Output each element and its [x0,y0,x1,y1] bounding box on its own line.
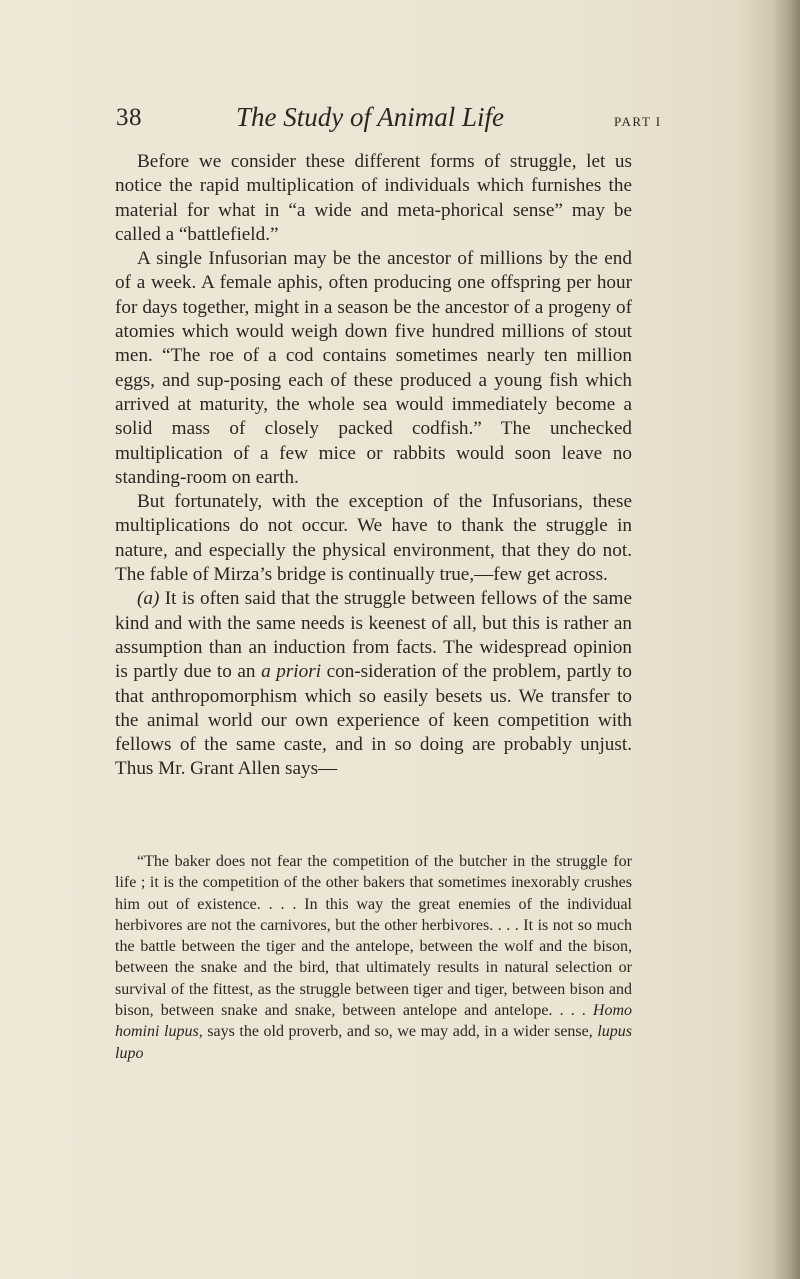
quote-paragraph [115,851,632,1064]
paragraph-a-text-1: It is often said that the struggle between fellows of the same kind and with the same needs is keenest of all, but this is rather an assumption than an induction from facts. The widespread opinion is partly due to an [115,588,632,683]
paragraph-multiplication: A single Infusorian may be the ancestor of millions by the end of a week. A female aphis, often producing one offspring per hour for days together, might in a season be the ancestor of a progeny of atomies which would weigh down five hundred millions of stout men. “The roe of a cod contains sometimes nearly ten million eggs, and sup-posing each of these produced a young fish which arrived at maturity, the whole sea would immediately become a solid mass of closely packed codfish.” The unchecked multiplication of a few mice or rabbits would soon leave no standing-room on earth. [115,248,632,488]
part-label: PART I [614,114,662,129]
page-number: 38 [116,104,142,131]
paragraph-a [115,587,632,781]
quote-text-1: “The baker does not fear the competition of the butcher in the struggle for life ; it is the competition of the other bakers that sometimes inexorably crushes him out of existence. . . . In this way the great enemies of the individual herbivores are not the carnivores, but the other herbivores. . . . It is not so much the battle between the tiger and the antelope, between the wolf and the bison, between the snake and the bird, that ultimately results in natural selection or survival of the fittest, as the struggle between tiger and tiger, between bison and bison, between snake and snake, between antelope and antelope. . . . [115,853,632,1020]
paragraph-a-label: (a) [137,588,160,610]
body-text [115,150,632,782]
page-edge-shadow [772,0,800,1279]
paragraph-a-text-2: con-sideration of the problem, partly to that anthropomorphism which so easily besets us. We transfer to the animal world our own experience of keen competition with fellows of the same caste, and in so doing are probably unjust. Thus Mr. Grant Allen says— [115,661,632,780]
paragraph-a-italic: a priori [261,661,322,683]
paragraph-fortunately: But fortunately, with the exception of the Infusorians, these multiplications do not occur. We have to thank the struggle in nature, and especially the physical environment, that they do not. The fable of Mirza’s bridge is continually true,—few get across. [115,491,632,586]
quote-text-2: says the old proverb, and so, we may add, in a wider sense, [202,1023,598,1041]
running-header [116,102,662,144]
paragraph-intro: Before we consider these different forms of struggle, let us notice the rapid multiplication of individuals which furnishes the material for what in “a wide and meta-phorical sense” may be called a “battlefield.” [115,151,632,245]
quote-italic-2: lupus lupo [115,1023,632,1062]
quote-italic-1: Homo homini lupus, [115,1002,632,1041]
block-quote [115,851,632,1064]
running-title: The Study of Animal Life [236,102,504,132]
